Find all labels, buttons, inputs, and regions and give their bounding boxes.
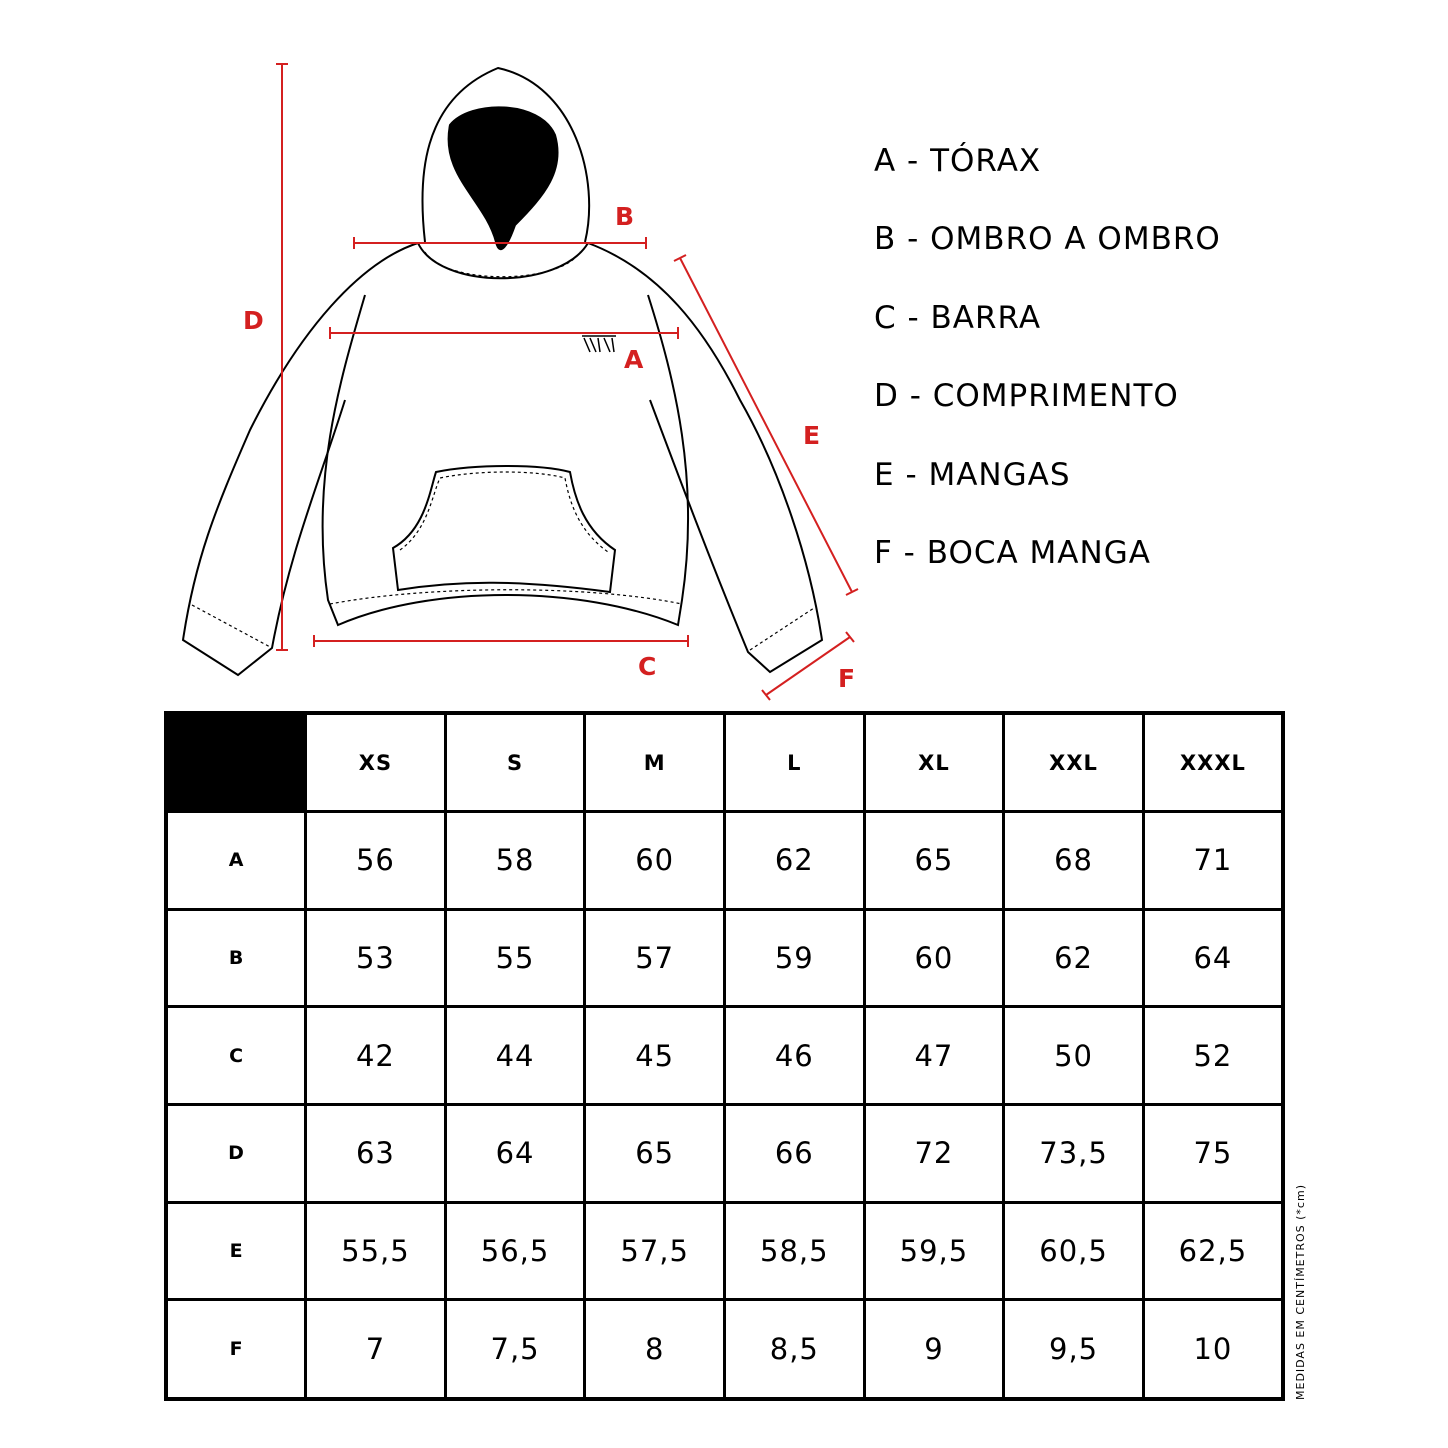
table-cell: 68	[1004, 812, 1144, 910]
legend-item: C - BARRA	[874, 299, 1042, 336]
table-cell: 7,5	[445, 1300, 585, 1399]
hood-opening	[449, 107, 558, 249]
table-cell: 57	[585, 909, 725, 1007]
measurement-unit-note: MEDIDAS EM CENTÍMETROS (*cm)	[1294, 1184, 1307, 1400]
legend-item: E - MANGAS	[874, 456, 1071, 493]
row-label: E	[166, 1202, 306, 1300]
table-cell: 75	[1143, 1105, 1283, 1203]
row-label: C	[166, 1007, 306, 1105]
size-header: XXXL	[1143, 713, 1283, 812]
measure-line-a	[330, 327, 678, 339]
table-cell: 55,5	[306, 1202, 446, 1300]
measure-lines	[276, 64, 858, 700]
size-header: XS	[306, 713, 446, 812]
table-cell: 65	[864, 812, 1004, 910]
table-cell: 55	[445, 909, 585, 1007]
table-cell: 64	[1143, 909, 1283, 1007]
table-cell: 53	[306, 909, 446, 1007]
measure-label-d: D	[243, 306, 264, 335]
table-cell: 58,5	[725, 1202, 865, 1300]
table-cell: 62,5	[1143, 1202, 1283, 1300]
table-corner	[166, 713, 306, 812]
legend-item: F - BOCA MANGA	[874, 534, 1151, 571]
table-cell: 44	[445, 1007, 585, 1105]
measure-label-c: C	[638, 652, 657, 681]
measure-label-b: B	[615, 202, 635, 231]
legend-item: A - TÓRAX	[874, 143, 1042, 179]
size-header: XXL	[1004, 713, 1144, 812]
table-cell: 45	[585, 1007, 725, 1105]
table-cell: 56	[306, 812, 446, 910]
row-label: A	[166, 812, 306, 910]
table-cell: 59,5	[864, 1202, 1004, 1300]
legend-item: B - OMBRO A OMBRO	[874, 221, 1221, 258]
table-cell: 10	[1143, 1300, 1283, 1399]
table-row	[166, 1105, 1283, 1203]
table-cell: 52	[1143, 1007, 1283, 1105]
table-cell: 60	[864, 909, 1004, 1007]
table-cell: 50	[1004, 1007, 1144, 1105]
size-table	[164, 711, 1285, 1401]
table-row	[166, 909, 1283, 1007]
table-cell: 42	[306, 1007, 446, 1105]
measure-label-f: F	[838, 664, 856, 693]
hoodie-diagram	[0, 0, 1448, 710]
table-cell: 64	[445, 1105, 585, 1203]
table-cell: 60,5	[1004, 1202, 1144, 1300]
size-table-container	[164, 711, 1285, 1401]
table-row	[166, 1300, 1283, 1399]
chest-logo	[582, 336, 616, 352]
table-cell: 8,5	[725, 1300, 865, 1399]
table-cell: 71	[1143, 812, 1283, 910]
measure-label-e: E	[803, 421, 821, 450]
table-row	[166, 1007, 1283, 1105]
table-cell: 57,5	[585, 1202, 725, 1300]
table-cell: 62	[1004, 909, 1144, 1007]
table-cell: 46	[725, 1007, 865, 1105]
table-cell: 65	[585, 1105, 725, 1203]
measurement-legend	[874, 140, 1221, 610]
table-row	[166, 1202, 1283, 1300]
table-cell: 72	[864, 1105, 1004, 1203]
measure-line-d	[276, 64, 288, 650]
size-header: XL	[864, 713, 1004, 812]
measure-label-a: A	[624, 345, 644, 374]
table-cell: 58	[445, 812, 585, 910]
table-cell: 73,5	[1004, 1105, 1144, 1203]
table-cell: 62	[725, 812, 865, 910]
size-header: M	[585, 713, 725, 812]
table-cell: 56,5	[445, 1202, 585, 1300]
measure-line-e	[674, 255, 858, 595]
table-cell: 59	[725, 909, 865, 1007]
table-cell: 9	[864, 1300, 1004, 1399]
size-header: S	[445, 713, 585, 812]
row-label: F	[166, 1300, 306, 1399]
size-header-row	[166, 713, 1283, 812]
table-cell: 63	[306, 1105, 446, 1203]
row-label: D	[166, 1105, 306, 1203]
table-cell: 8	[585, 1300, 725, 1399]
table-cell: 47	[864, 1007, 1004, 1105]
table-cell: 7	[306, 1300, 446, 1399]
hoodie-outline	[183, 68, 822, 675]
legend-item: D - COMPRIMENTO	[874, 378, 1179, 415]
table-cell: 60	[585, 812, 725, 910]
row-label: B	[166, 909, 306, 1007]
size-header: L	[725, 713, 865, 812]
table-cell: 9,5	[1004, 1300, 1144, 1399]
table-cell: 66	[725, 1105, 865, 1203]
measure-line-c	[314, 635, 688, 647]
table-row	[166, 812, 1283, 910]
